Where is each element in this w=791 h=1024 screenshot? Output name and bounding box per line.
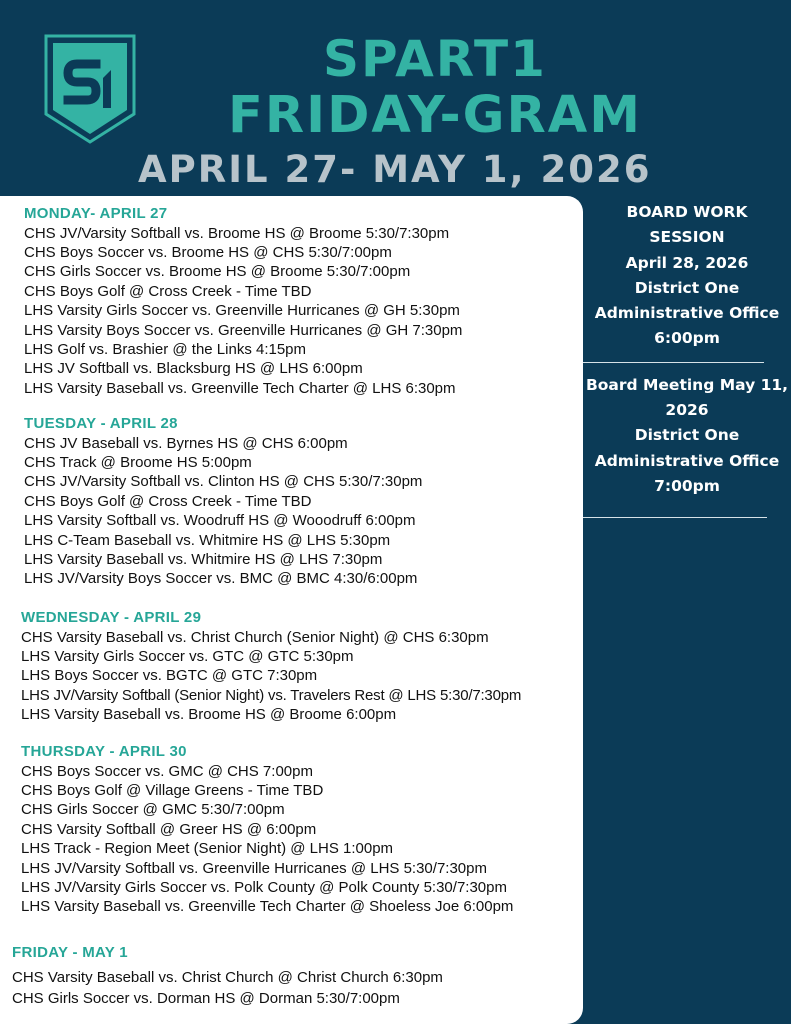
event-item: LHS Varsity Softball vs. Woodruff HS @ Wooodruff 6:00pm	[24, 512, 416, 530]
day-heading: THURSDAY - APRIL 30	[21, 743, 187, 760]
event-item: CHS JV Baseball vs. Byrnes HS @ CHS 6:00pm	[24, 434, 348, 452]
event-item: CHS Boys Golf @ Cross Creek - Time TBD	[24, 282, 312, 300]
event-item: LHS JV/Varsity Softball vs. Greenville Hurricanes @ LHS 5:30/7:30pm	[21, 859, 487, 877]
event-item: LHS Varsity Baseball vs. Greenville Tech Charter @ Shoeless Joe 6:00pm	[21, 898, 514, 916]
event-item: CHS Boys Golf @ Cross Creek - Time TBD	[24, 492, 312, 510]
sidebar-divider	[583, 517, 767, 518]
board-sidebar	[583, 200, 791, 518]
event-item: CHS Varsity Softball @ Greer HS @ 6:00pm	[21, 820, 317, 838]
day-tuesday	[0, 414, 607, 589]
event-item: LHS Varsity Girls Soccer vs. Greenville Hurricanes @ GH 5:30pm	[24, 302, 460, 320]
event-item: LHS Boys Soccer vs. BGTC @ GTC 7:30pm	[21, 667, 318, 685]
day-heading: FRIDAY - MAY 1	[12, 944, 128, 961]
event-item: LHS JV/Varsity Boys Soccer vs. BMC @ BMC 4:30/6:00pm	[24, 570, 418, 588]
title-line-2: FRIDAY-GRAM	[228, 86, 642, 145]
board-meeting-line: Administrative Office	[594, 451, 780, 470]
event-item: LHS Varsity Boys Soccer vs. Greenville Hurricanes @ GH 7:30pm	[24, 321, 463, 339]
day-heading: TUESDAY - APRIL 28	[24, 415, 178, 432]
board-meeting	[583, 373, 791, 499]
event-item: LHS JV/Varsity Girls Soccer vs. Polk County @ Polk County 5:30/7:30pm	[21, 878, 507, 896]
schedule-panel	[0, 196, 583, 1024]
event-item: LHS C-Team Baseball vs. Whitmire HS @ LHS 5:30pm	[24, 531, 391, 549]
day-wednesday	[0, 608, 604, 725]
event-item: CHS Varsity Baseball vs. Christ Church (Senior Night) @ CHS 6:30pm	[21, 628, 489, 646]
event-item: CHS Track @ Broome HS 5:00pm	[24, 453, 252, 471]
day-heading: WEDNESDAY - APRIL 29	[21, 609, 202, 626]
day-monday	[0, 204, 607, 398]
event-item: CHS Girls Soccer @ GMC 5:30/7:00pm	[21, 801, 285, 819]
day-friday	[0, 943, 595, 1010]
work-session-line: 6:00pm	[654, 329, 720, 348]
date-range: APRIL 27- MAY 1, 2026	[138, 148, 652, 191]
board-work-session	[583, 200, 791, 352]
event-item: LHS Varsity Baseball vs. Broome HS @ Broome 6:00pm	[21, 706, 397, 724]
board-meeting-line: 7:00pm	[654, 476, 720, 495]
work-session-line: SESSION	[649, 228, 725, 247]
event-item: CHS Boys Soccer vs. GMC @ CHS 7:00pm	[21, 762, 313, 780]
event-item: LHS Varsity Baseball vs. Whitmire HS @ LHS 7:30pm	[24, 550, 383, 568]
work-session-line: District One	[634, 278, 740, 297]
event-item: CHS JV/Varsity Softball vs. Clinton HS @ CHS 5:30/7:30pm	[24, 473, 423, 491]
event-item: LHS Golf vs. Brashier @ the Links 4:15pm	[24, 340, 307, 358]
title-line-1: SPART1	[323, 30, 547, 88]
event-item: LHS JV/Varsity Softball (Senior Night) vs. Travelers Rest @ LHS 5:30/7:30pm	[21, 686, 522, 704]
event-item: LHS Varsity Baseball vs. Greenville Tech Charter @ LHS 6:30pm	[24, 379, 456, 397]
sidebar-divider	[583, 362, 764, 363]
board-meeting-line: Board Meeting May 11,	[585, 375, 789, 394]
event-item: LHS Varsity Girls Soccer vs. GTC @ GTC 5:30pm	[21, 647, 354, 665]
board-meeting-line: District One	[634, 426, 740, 445]
event-item: CHS Boys Soccer vs. Broome HS @ CHS 5:30/7:00pm	[24, 243, 392, 261]
event-item: CHS Girls Soccer vs. Dorman HS @ Dorman 5:30/7:00pm	[12, 990, 400, 1007]
event-item: CHS Boys Golf @ Village Greens - Time TBD	[21, 781, 324, 799]
board-meeting-line: 2026	[665, 401, 709, 420]
work-session-line: BOARD WORK	[626, 203, 748, 221]
work-session-line: April 28, 2026	[625, 253, 749, 272]
event-item: LHS Track - Region Meet (Senior Night) @ LHS 1:00pm	[21, 840, 394, 858]
day-thursday	[0, 742, 604, 917]
event-item: CHS Varsity Baseball vs. Christ Church @ Christ Church 6:30pm	[12, 968, 443, 986]
s1-shield-logo-icon	[44, 34, 136, 144]
event-item: CHS JV/Varsity Softball vs. Broome HS @ Broome 5:30/7:30pm	[24, 224, 450, 242]
work-session-line: Administrative Office	[594, 304, 780, 323]
day-heading: MONDAY- APRIL 27	[24, 205, 168, 222]
event-item: CHS Girls Soccer vs. Broome HS @ Broome 5:30/7:00pm	[24, 263, 411, 281]
event-item: LHS JV Softball vs. Blacksburg HS @ LHS 6:00pm	[24, 360, 363, 378]
